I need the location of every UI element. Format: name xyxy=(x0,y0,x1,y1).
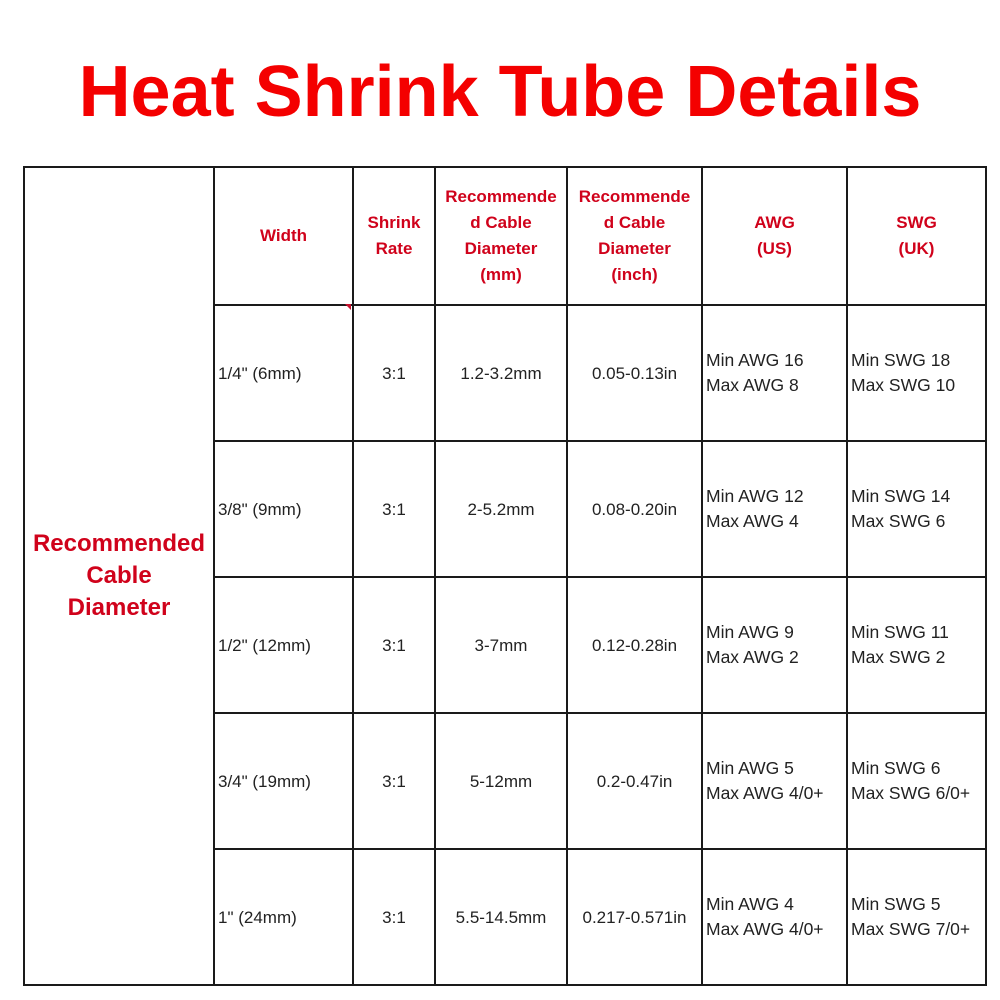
spec-table xyxy=(23,166,987,986)
cell-shrink-rate: 3:1 xyxy=(353,849,435,985)
cell-awg: Min AWG 9 Max AWG 2 xyxy=(702,577,847,713)
header-swg: SWG (UK) xyxy=(847,167,986,305)
cell-diameter-mm: 2-5.2mm xyxy=(435,441,567,577)
cell-swg: Min SWG 6 Max SWG 6/0+ xyxy=(847,713,986,849)
cell-awg: Min AWG 12 Max AWG 4 xyxy=(702,441,847,577)
cell-diameter-inch: 0.2-0.47in xyxy=(567,713,702,849)
cell-width: 3/8" (9mm) xyxy=(214,441,353,577)
header-diameter-inch: Recommende d Cable Diameter (inch) xyxy=(567,167,702,305)
cell-diameter-mm: 5-12mm xyxy=(435,713,567,849)
header-shrink-rate: Shrink Rate xyxy=(353,167,435,305)
cell-width: 3/4" (19mm) xyxy=(214,713,353,849)
cell-width: 1/2" (12mm) xyxy=(214,577,353,713)
header-awg: AWG (US) xyxy=(702,167,847,305)
cell-shrink-rate: 3:1 xyxy=(353,441,435,577)
cell-corner-marker xyxy=(345,304,351,310)
cell-shrink-rate: 3:1 xyxy=(353,305,435,441)
cell-shrink-rate: 3:1 xyxy=(353,713,435,849)
cell-width: 1" (24mm) xyxy=(214,849,353,985)
cell-awg: Min AWG 4 Max AWG 4/0+ xyxy=(702,849,847,985)
cell-diameter-inch: 0.05-0.13in xyxy=(567,305,702,441)
cell-diameter-mm: 3-7mm xyxy=(435,577,567,713)
page-title: Heat Shrink Tube Details xyxy=(78,52,922,132)
cell-swg: Min SWG 5 Max SWG 7/0+ xyxy=(847,849,986,985)
cell-diameter-inch: 0.12-0.28in xyxy=(567,577,702,713)
cell-diameter-inch: 0.08-0.20in xyxy=(567,441,702,577)
cell-diameter-mm: 5.5-14.5mm xyxy=(435,849,567,985)
cell-diameter-mm: 1.2-3.2mm xyxy=(435,305,567,441)
cell-width: 1/4" (6mm) xyxy=(214,305,353,441)
side-label: Recommended Cable Diameter xyxy=(24,167,214,985)
cell-swg: Min SWG 18 Max SWG 10 xyxy=(847,305,986,441)
cell-shrink-rate: 3:1 xyxy=(353,577,435,713)
cell-diameter-inch: 0.217-0.571in xyxy=(567,849,702,985)
cell-swg: Min SWG 14 Max SWG 6 xyxy=(847,441,986,577)
cell-awg: Min AWG 16 Max AWG 8 xyxy=(702,305,847,441)
header-width: Width xyxy=(214,167,353,305)
cell-awg: Min AWG 5 Max AWG 4/0+ xyxy=(702,713,847,849)
cell-swg: Min SWG 11 Max SWG 2 xyxy=(847,577,986,713)
header-row xyxy=(24,167,986,305)
header-diameter-mm: Recommende d Cable Diameter (mm) xyxy=(435,167,567,305)
